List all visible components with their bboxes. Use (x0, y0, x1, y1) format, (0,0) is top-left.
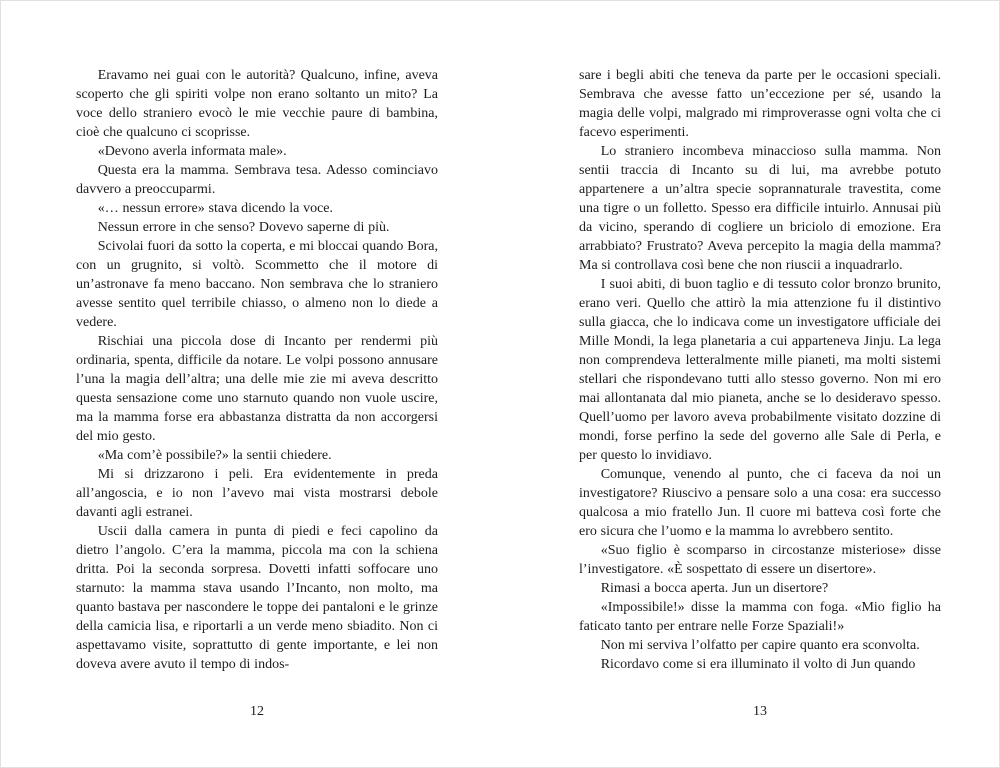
page-right-text (579, 66, 941, 674)
paragraph: Rimasi a bocca aperta. Jun un disertore? (600, 581, 829, 596)
paragraph: «Suo figlio è scomparso in circostanze misteriose» disse l’investigatore. «È sospettato di essere un disertore». (579, 543, 941, 577)
paragraph: Rischiai una piccola dose di Incanto per rendermi più ordinaria, spenta, difficile da notare. Le volpi possono annusare l’una la magia dell’altra; una delle mie zie mi aveva descritto questa sensazione come uno starnuto quando non vuole uscire, ma la mamma forse era abbastanza distratta da non accorgersi del mio gesto. (76, 334, 438, 444)
paragraph: «Ma com’è possibile?» la sentii chiedere. (97, 448, 332, 463)
paragraph: Uscii dalla camera in punta di piedi e feci capolino da dietro l’angolo. C’era la mamma, piccola ma con la schiena dritta. Poi la seconda sorpresa. Dovetti infatti soffocare uno starnuto: la mamma stava usando l’Incanto, non molto, ma quanto bastava per nascondere le toppe dei pantaloni e le grinze della camicia lisa, e riportarli a un verde meno sbiadito. Non ci aspettavamo visite, soprattutto di gente importante, e lei non doveva avere avuto il tempo di indos- (76, 524, 438, 672)
paragraph: Eravamo nei guai con le autorità? Qualcuno, infine, aveva scoperto che gli spiriti volpe non erano soltanto un mito? La voce dello straniero evocò le mie vecchie paure di bambina, cioè che qualcuno ci scoprisse. (76, 68, 438, 140)
paragraph: I suoi abiti, di buon taglio e di tessuto color bronzo brunito, erano veri. Quello che attirò la mia attenzione fu il distintivo sulla giacca, che lo indicava come un investigatore ufficiale dei Mille Mondi, la lega planetaria a cui apparteneva Jinju. La lega non comprendeva letteralmente mille pianeti, ma molti sistemi stellari che rispondevano tutti allo stesso governo. Non mi ero mai allontanata dal mio pianeta, anche se lo desideravo spesso. Quell’uomo per lavoro aveva probabilmente visitato dozzine di mondi, forse perfino la sede del governo alle Sale di Perla, e per questo lo invidiavo. (579, 277, 941, 463)
paragraph: Scivolai fuori da sotto la coperta, e mi bloccai quando Bora, con un grugnito, si voltò. Scommetto che il motore di un’astronave fa meno baccano. Non sembrava che lo straniero avesse sentito quel terribile chiasso, o almeno non lo diede a vedere. (76, 239, 438, 330)
paragraph: Mi si drizzarono i peli. Era evidentemente in preda all’angoscia, e io non l’avevo mai vista mostrarsi debole davanti agli estranei. (76, 467, 438, 520)
paragraph: «… nessun errore» stava dicendo la voce. (97, 201, 334, 216)
page-number-left: 12 (250, 704, 264, 719)
page-left-text (76, 66, 438, 674)
paragraph: Questa era la mamma. Sembrava tesa. Adesso cominciavo davvero a preoccuparmi. (76, 163, 438, 197)
paragraph: «Impossibile!» disse la mamma con foga. «Mio figlio ha faticato tanto per entrare nelle Forze Spaziali!» (579, 600, 941, 634)
paragraph: sare i begli abiti che teneva da parte per le occasioni speciali. Sembrava che avesse fatto un’eccezione per sé, usando la magia delle volpi, malgrado mi rimproverasse ogni volta che ci facevo esperimenti. (579, 68, 941, 140)
paragraph: Nessun errore in che senso? Dovevo saperne di più. (97, 220, 390, 235)
paragraph: Comunque, venendo al punto, che ci faceva da noi un investigatore? Riuscivo a pensare solo a una cosa: era successo qualcosa a mio fratello Jun. Il cuore mi batteva così forte che ero sicura che l’uomo e la mamma lo avrebbero sentito. (579, 467, 941, 539)
paragraph: Non mi serviva l’olfatto per capire quanto era sconvolta. (600, 638, 920, 653)
paragraph: Ricordavo come si era illuminato il volto di Jun quando (600, 657, 916, 672)
paragraph: Lo straniero incombeva minaccioso sulla mamma. Non sentii traccia di Incanto su di lui, ma avrebbe potuto appartenere a un’altra specie soprannaturale travestita, come una tigre o un folletto. Spesso era difficile intuirlo. Annusai più da vicino, sperando di cogliere un briciolo di emozione. Era arrabbiato? Frustrato? Aveva percepito la magia della mamma? Ma si controllava così bene che non riuscii a inquadrarlo. (579, 144, 941, 273)
page-number-right: 13 (753, 704, 767, 719)
paragraph: «Devono averla informata male». (97, 144, 287, 159)
